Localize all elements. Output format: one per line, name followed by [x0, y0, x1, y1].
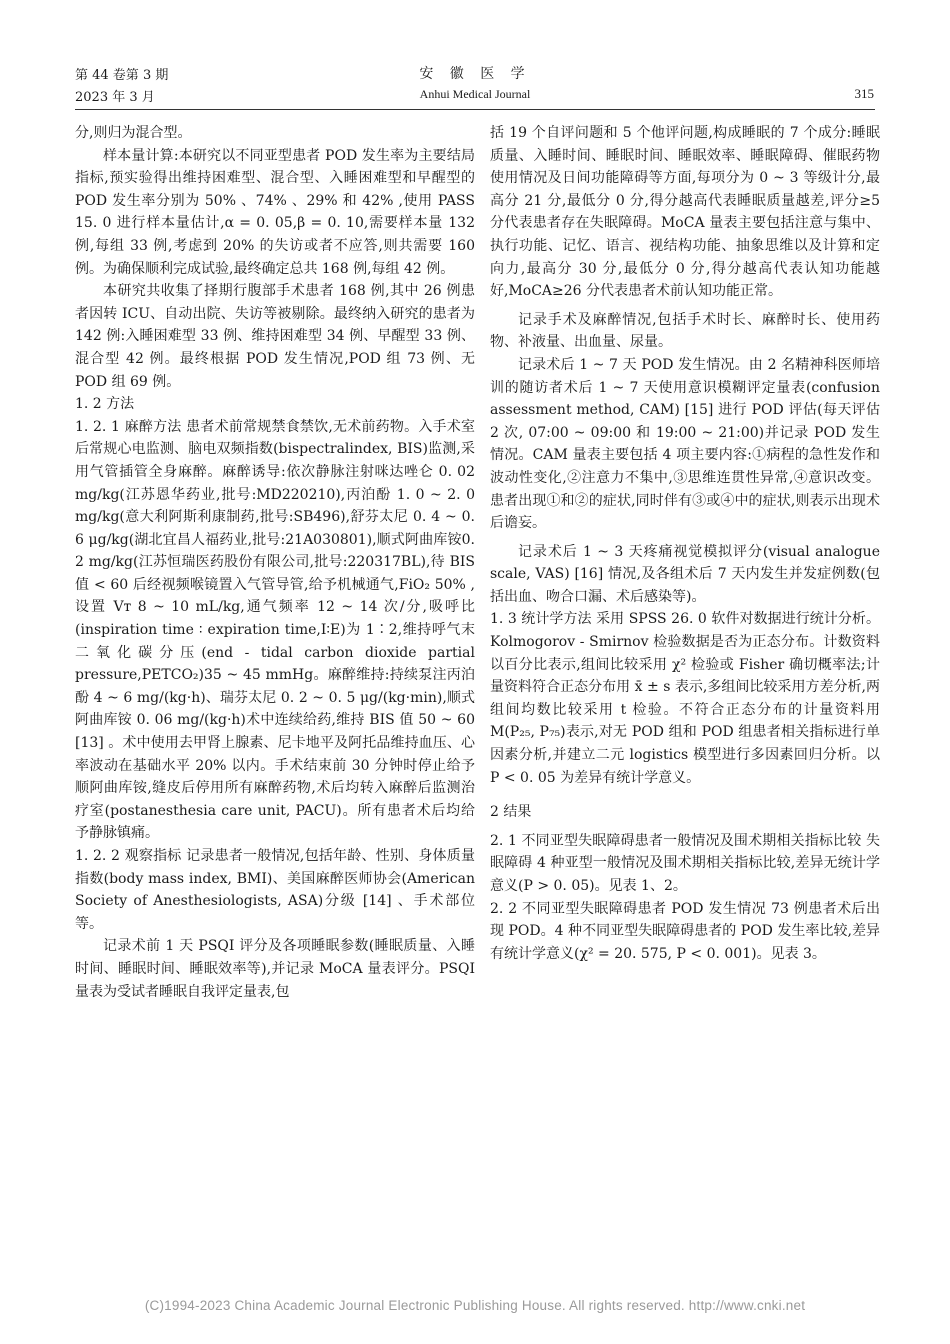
page-header [0, 0, 950, 112]
paragraph-patients: 本研究共收集了择期行腹部手术患者 168 例,其中 26 例患者因转 ICU、自动出院、失访等被剔除。最终纳入研究的患者为 142 例:入睡困难型 33 例、维持困难型 34 例、早醒型 33 例、混合型 42 例。最终根据 POD 发生情况,POD 组 73 例、无 POD 组 69 例。 [75, 283, 475, 390]
paragraph-surgery-record: 记录手术及麻醉情况,包括手术时长、麻醉时长、使用药物、补液量、出血量、尿量。 [490, 311, 880, 351]
paragraph: 分,则归为混合型。 [75, 125, 192, 141]
left-column [75, 122, 475, 1003]
paragraph-result-2-2: 2. 2 不同亚型失眠障碍患者 POD 发生情况 73 例患者术后出现 POD。4 种不同亚型失眠障碍患者的 POD 发生率比较,差异有统计学意义(χ² = 20. 575, P < 0. 001)。见表 3。 [490, 900, 880, 962]
publication-date: 2023 年 3 月 [75, 90, 155, 105]
paragraph-psqi: 记录术前 1 天 PSQI 评分及各项睡眠参数(睡眠质量、入睡时间、睡眠时间、睡眠效率等),并记录 MoCA 量表评分。PSQI 量表为受试者睡眠自我评定量表,包 [75, 938, 475, 1000]
right-column [490, 122, 880, 965]
volume-issue: 第 44 卷第 3 期 [75, 68, 169, 83]
header-rule [75, 109, 875, 110]
paragraph-psqi-cont: 括 19 个自评问题和 5 个他评问题,构成睡眠的 7 个成分:睡眠质量、入睡时间、睡眠时间、睡眠效率、睡眠障碍、催眠药物使用情况及日间功能障碍等方面,每项分为 0 ~ 3 等级计分,最高分 21 分,最低分 0 分,得分越高代表睡眠质量越差,评分≥5 分代表患者存在失眠障碍。MoCA 量表主要包括注意与集中、执行功能、记忆、语言、视结构功能、抽象思维以及计算和定向力,最高分 30 分,最低分 0 分,得分越高代表认知功能越好,MoCA≥26 分代表患者术前认知功能正常。 [490, 125, 880, 300]
paragraph-observation-indicators: 1. 2. 2 观察指标 记录患者一般情况,包括年龄、性别、身体质量指数(body mass index, BMI)、美国麻醉医师协会(American Society of Anesthesiologists, ASA)分级 [14] 、手术部位等。 [75, 848, 475, 932]
paragraph-anesthesia-method: 1. 2. 1 麻醉方法 患者术前常规禁食禁饮,无术前药物。入手术室后常规心电监测、脑电双频指数(bispectralindex, BIS)监测,采用气管插管全身麻醉。麻醉诱导:依次静脉注射咪达唑仑 0. 02 mg/kg(江苏恩华药业,批号:MD220210),丙泊酚 1. 0 ~ 2. 0 mg/kg(意大利阿斯利康制药,批号:SB496),舒芬太尼 0. 4 ~ 0. 6 μg/kg(湖北宜昌人福药业,批号:21A030801),顺式阿曲库铵0. 2 mg/kg(江苏恒瑞医药股份有限公司,批号:220317BL),待 BIS 值 < 60 后经视频喉镜置入气管导管,给予机械通气,FiO₂ 50% ,设置 Vт 8 ~ 10 mL/kg,通气频率 12 ~ 14 次/分,吸呼比(inspiration time ∶ expiration time,I∶E)为 1∶2,维持呼气末二氧化碳分压(end - tidal carbon dioxide partial pressure,PETCO₂)35 ~ 45 mmHg。麻醉维持:持续泵注丙泊酚 4 ~ 6 mg/(kg·h)、瑞芬太尼 0. 2 ~ 0. 5 μg/(kg·min),顺式阿曲库铵 0. 06 mg/(kg·h)术中连续给药,维持 BIS 值 50 ~ 60 [13] 。术中使用去甲肾上腺素、尼卡地平及阿托品维持血压、心率波动在基础水平 20% 以内。手术结束前 30 分钟时停止给予顺阿曲库铵,缝皮后停用所有麻醉药物,术后均转入麻醉后监测治疗室(postanesthesia care unit, PACU)。所有患者术后均给予静脉镇痛。 [75, 418, 475, 842]
page-number: 315 [854, 86, 874, 101]
journal-title-en: Anhui Medical Journal [419, 87, 531, 101]
section-heading-methods: 1. 2 方法 [75, 396, 135, 413]
section-heading-results: 2 结果 [490, 804, 532, 821]
paragraph-result-2-1: 2. 1 不同亚型失眠障碍患者一般情况及围术期相关指标比较 失眠障碍 4 种亚型一般情况及围术期相关指标比较,差异无统计学意义(P > 0. 05)。见表 1、2。 [490, 832, 880, 894]
paragraph-sample-size: 样本量计算:本研究以不同亚型患者 POD 发生率为主要结局指标,预实验得出维持困难型、混合型、入睡困难型和早醒型的 POD 发生率分别为 50% 、74% 、29% 和 42% ,使用 PASS 15. 0 进行样本量估计,α = 0. 05,β = 0. 10,需要样本量 132 例,每组 33 例,考虑到 20% 的失访或者不应答,则共需要 160 例。为确保顺利完成试验,最终确定总共 168 例,每组 42 例。 [75, 147, 475, 277]
paragraph-vas: 记录术后 1 ~ 3 天疼痛视觉模拟评分(visual analogue scale, VAS) [16] 情况,及各组术后 7 天内发生并发症例数(包括出血、吻合口漏、术后感染等)。 [490, 543, 880, 605]
paragraph-statistics: 1. 3 统计学方法 采用 SPSS 26. 0 软件对数据进行统计分析。Kolmogorov - Smirnov 检验数据是否为正态分布。计数资料以百分比表示,组间比较采用 χ² 检验或 Fisher 确切概率法;计量资料符合正态分布用 x̄ ± s 表示,多组间比较采用方差分析,两组间均数比较采用 t 检验。不符合正态分布的计量资料用 M(P₂₅, P₇₅)表示,对无 POD 组和 POD 组患者相关指标进行单因素分析,并建立二元 logistics 模型进行多因素回归分析。以 P < 0. 05 为差异有统计学意义。 [490, 611, 880, 786]
journal-title-cn: 安 徽 医 学 [419, 66, 531, 82]
copyright-footer: (C)1994-2023 China Academic Journal Electronic Publishing House. All rights reserved. http://www.cnki.net [144, 1298, 806, 1313]
paragraph-pod-record: 记录术后 1 ~ 7 天 POD 发生情况。由 2 名精神科医师培训的随访者术后 1 ~ 7 天使用意识模糊评定量表(confusion assessment method, CAM) [15] 进行 POD 评估(每天评估 2 次, 07:00 ~ 09:00 和 19:00 ~ 21:00)并记录 POD 发生情况。CAM 量表主要包括 4 项主要内容:①病程的急性发作和波动性变化,②注意力不集中,③思维连贯性异常,④意识改变。患者出现①和②的症状,同时伴有③或④中的症状,则表示出现术后谵妄。 [490, 356, 880, 532]
